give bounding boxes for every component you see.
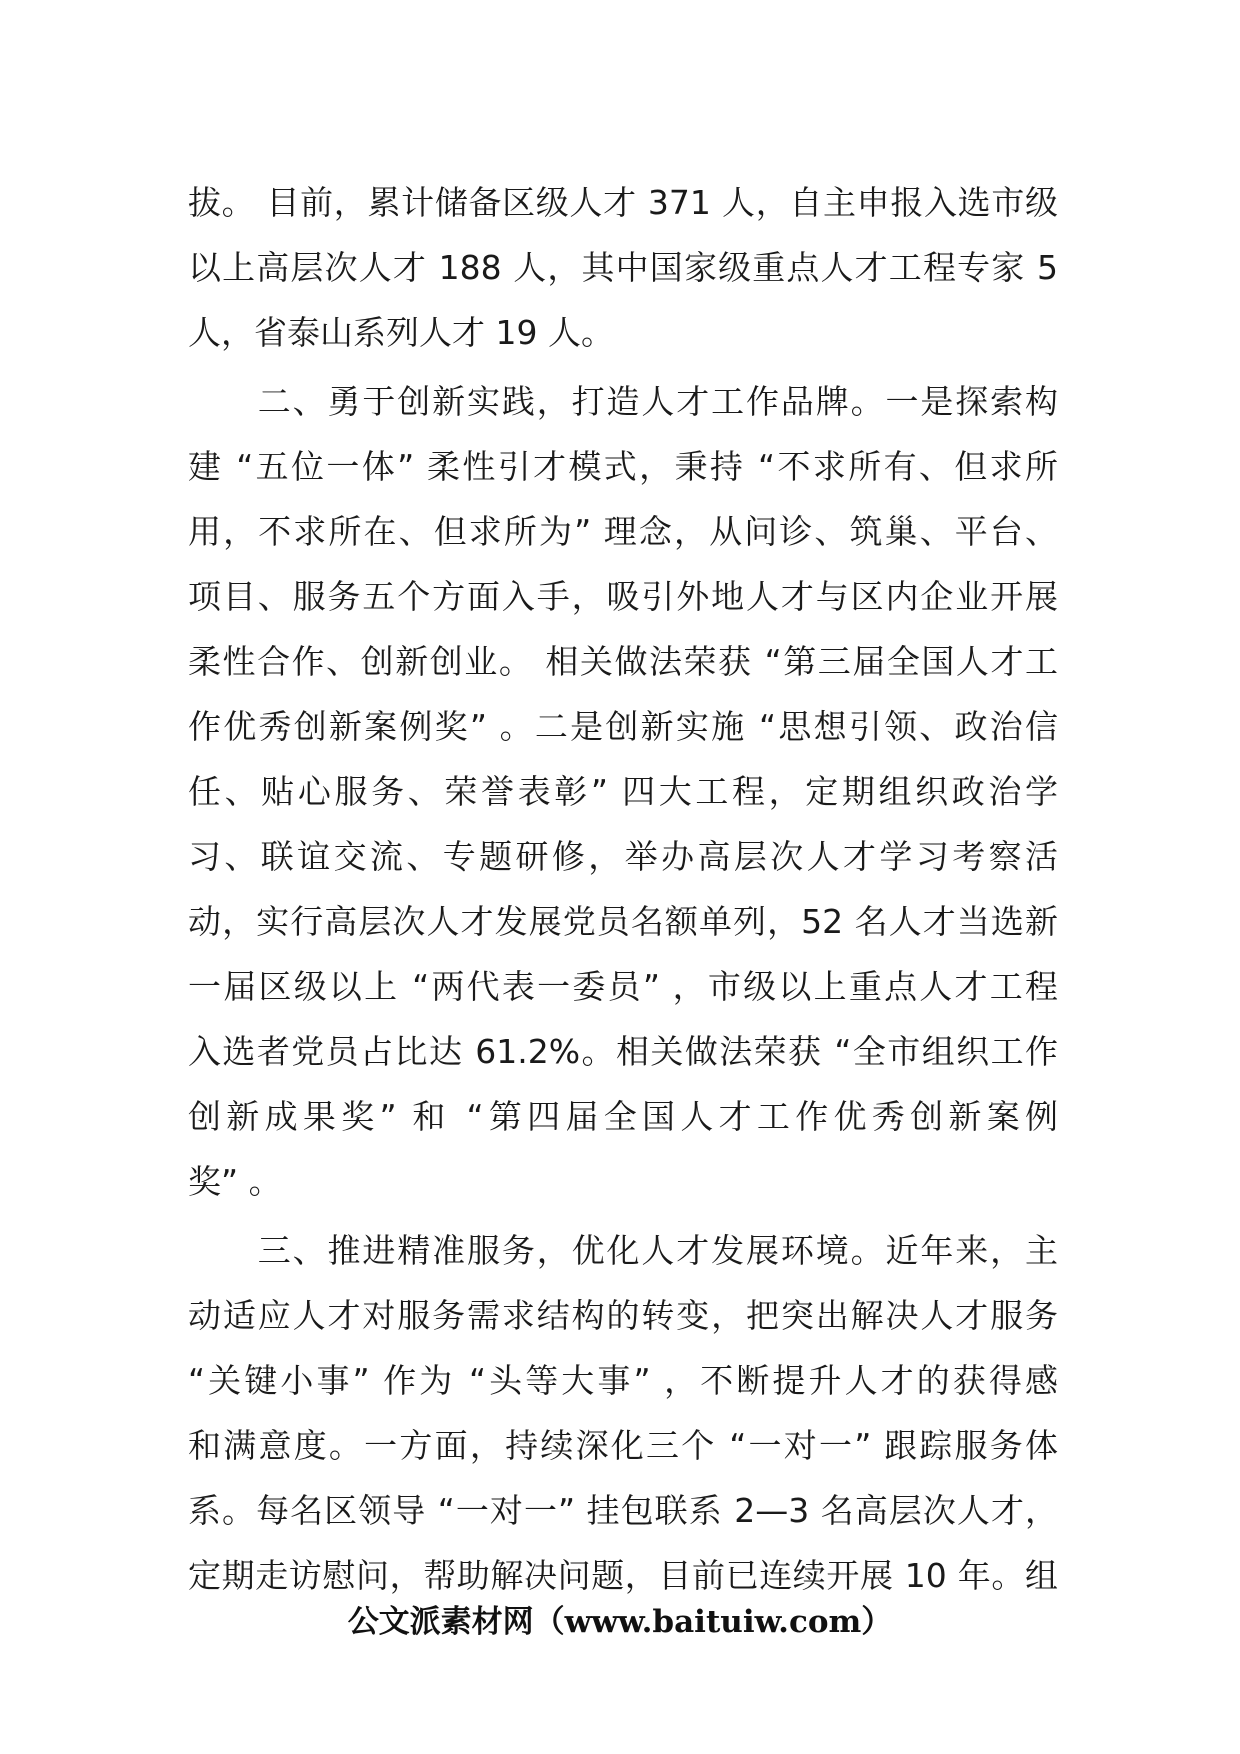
text-line: 人，省泰山系列人才 19 人。	[188, 313, 614, 352]
text-line: 系。每名区领导 “一对一” 挂包联系 2—3 名高层次人才，	[188, 1491, 1058, 1530]
text-line: 用，不求所在、但求所为” 理念，从问诊、筑巢、平台、	[188, 512, 1058, 551]
text-line: 以上高层次人才 188 人，其中国家级重点人才工程专家 5	[188, 248, 1058, 287]
text-line: 创新成果奖” 和 “第四届全国人才工作优秀创新案例	[188, 1097, 1058, 1136]
text-line: 动适应人才对服务需求结构的转变，把突出解决人才服务	[188, 1296, 1058, 1335]
text-line: 一届区级以上 “两代表一委员” ，市级以上重点人才工程	[188, 967, 1058, 1006]
text-line: 作优秀创新案例奖” 。二是创新实施 “思想引领、政治信	[188, 707, 1058, 746]
text-line: 任、贴心服务、荣誉表彰” 四大工程，定期组织政治学	[188, 772, 1058, 811]
text-line: 动，实行高层次人才发展党员名额单列，52 名人才当选新	[188, 902, 1058, 941]
text-line: 拔。 目前，累计储备区级人才 371 人，自主申报入选市级	[188, 183, 1058, 222]
text-line: 定期走访慰问，帮助解决问题，目前已连续开展 10 年。组	[188, 1556, 1058, 1595]
text-line: 柔性合作、创新创业。 相关做法荣获 “第三届全国人才工	[188, 642, 1058, 681]
text-line: 三、推进精准服务，优化人才发展环境。近年来，主	[188, 1231, 1058, 1270]
text-line: 二、勇于创新实践，打造人才工作品牌。一是探索构	[188, 382, 1058, 421]
text-line: 奖” 。	[188, 1162, 282, 1201]
text-line: 习、联谊交流、专题研修，举办高层次人才学习考察活	[188, 837, 1058, 876]
document-body	[188, 170, 1058, 1608]
text-line: 建 “五位一体” 柔性引才模式，秉持 “不求所有、但求所	[188, 447, 1058, 486]
footer-watermark: 公文派素材网（www.baituiw.com）	[347, 1604, 893, 1640]
text-line: 项目、服务五个方面入手，吸引外地人才与区内企业开展	[188, 577, 1058, 616]
text-line: 和满意度。一方面，持续深化三个 “一对一” 跟踪服务体	[188, 1426, 1058, 1465]
text-line: 入选者党员占比达 61.2%。相关做法荣获 “全市组织工作	[188, 1032, 1058, 1071]
text-line: “关键小事” 作为 “头等大事” ，不断提升人才的获得感	[188, 1361, 1058, 1400]
